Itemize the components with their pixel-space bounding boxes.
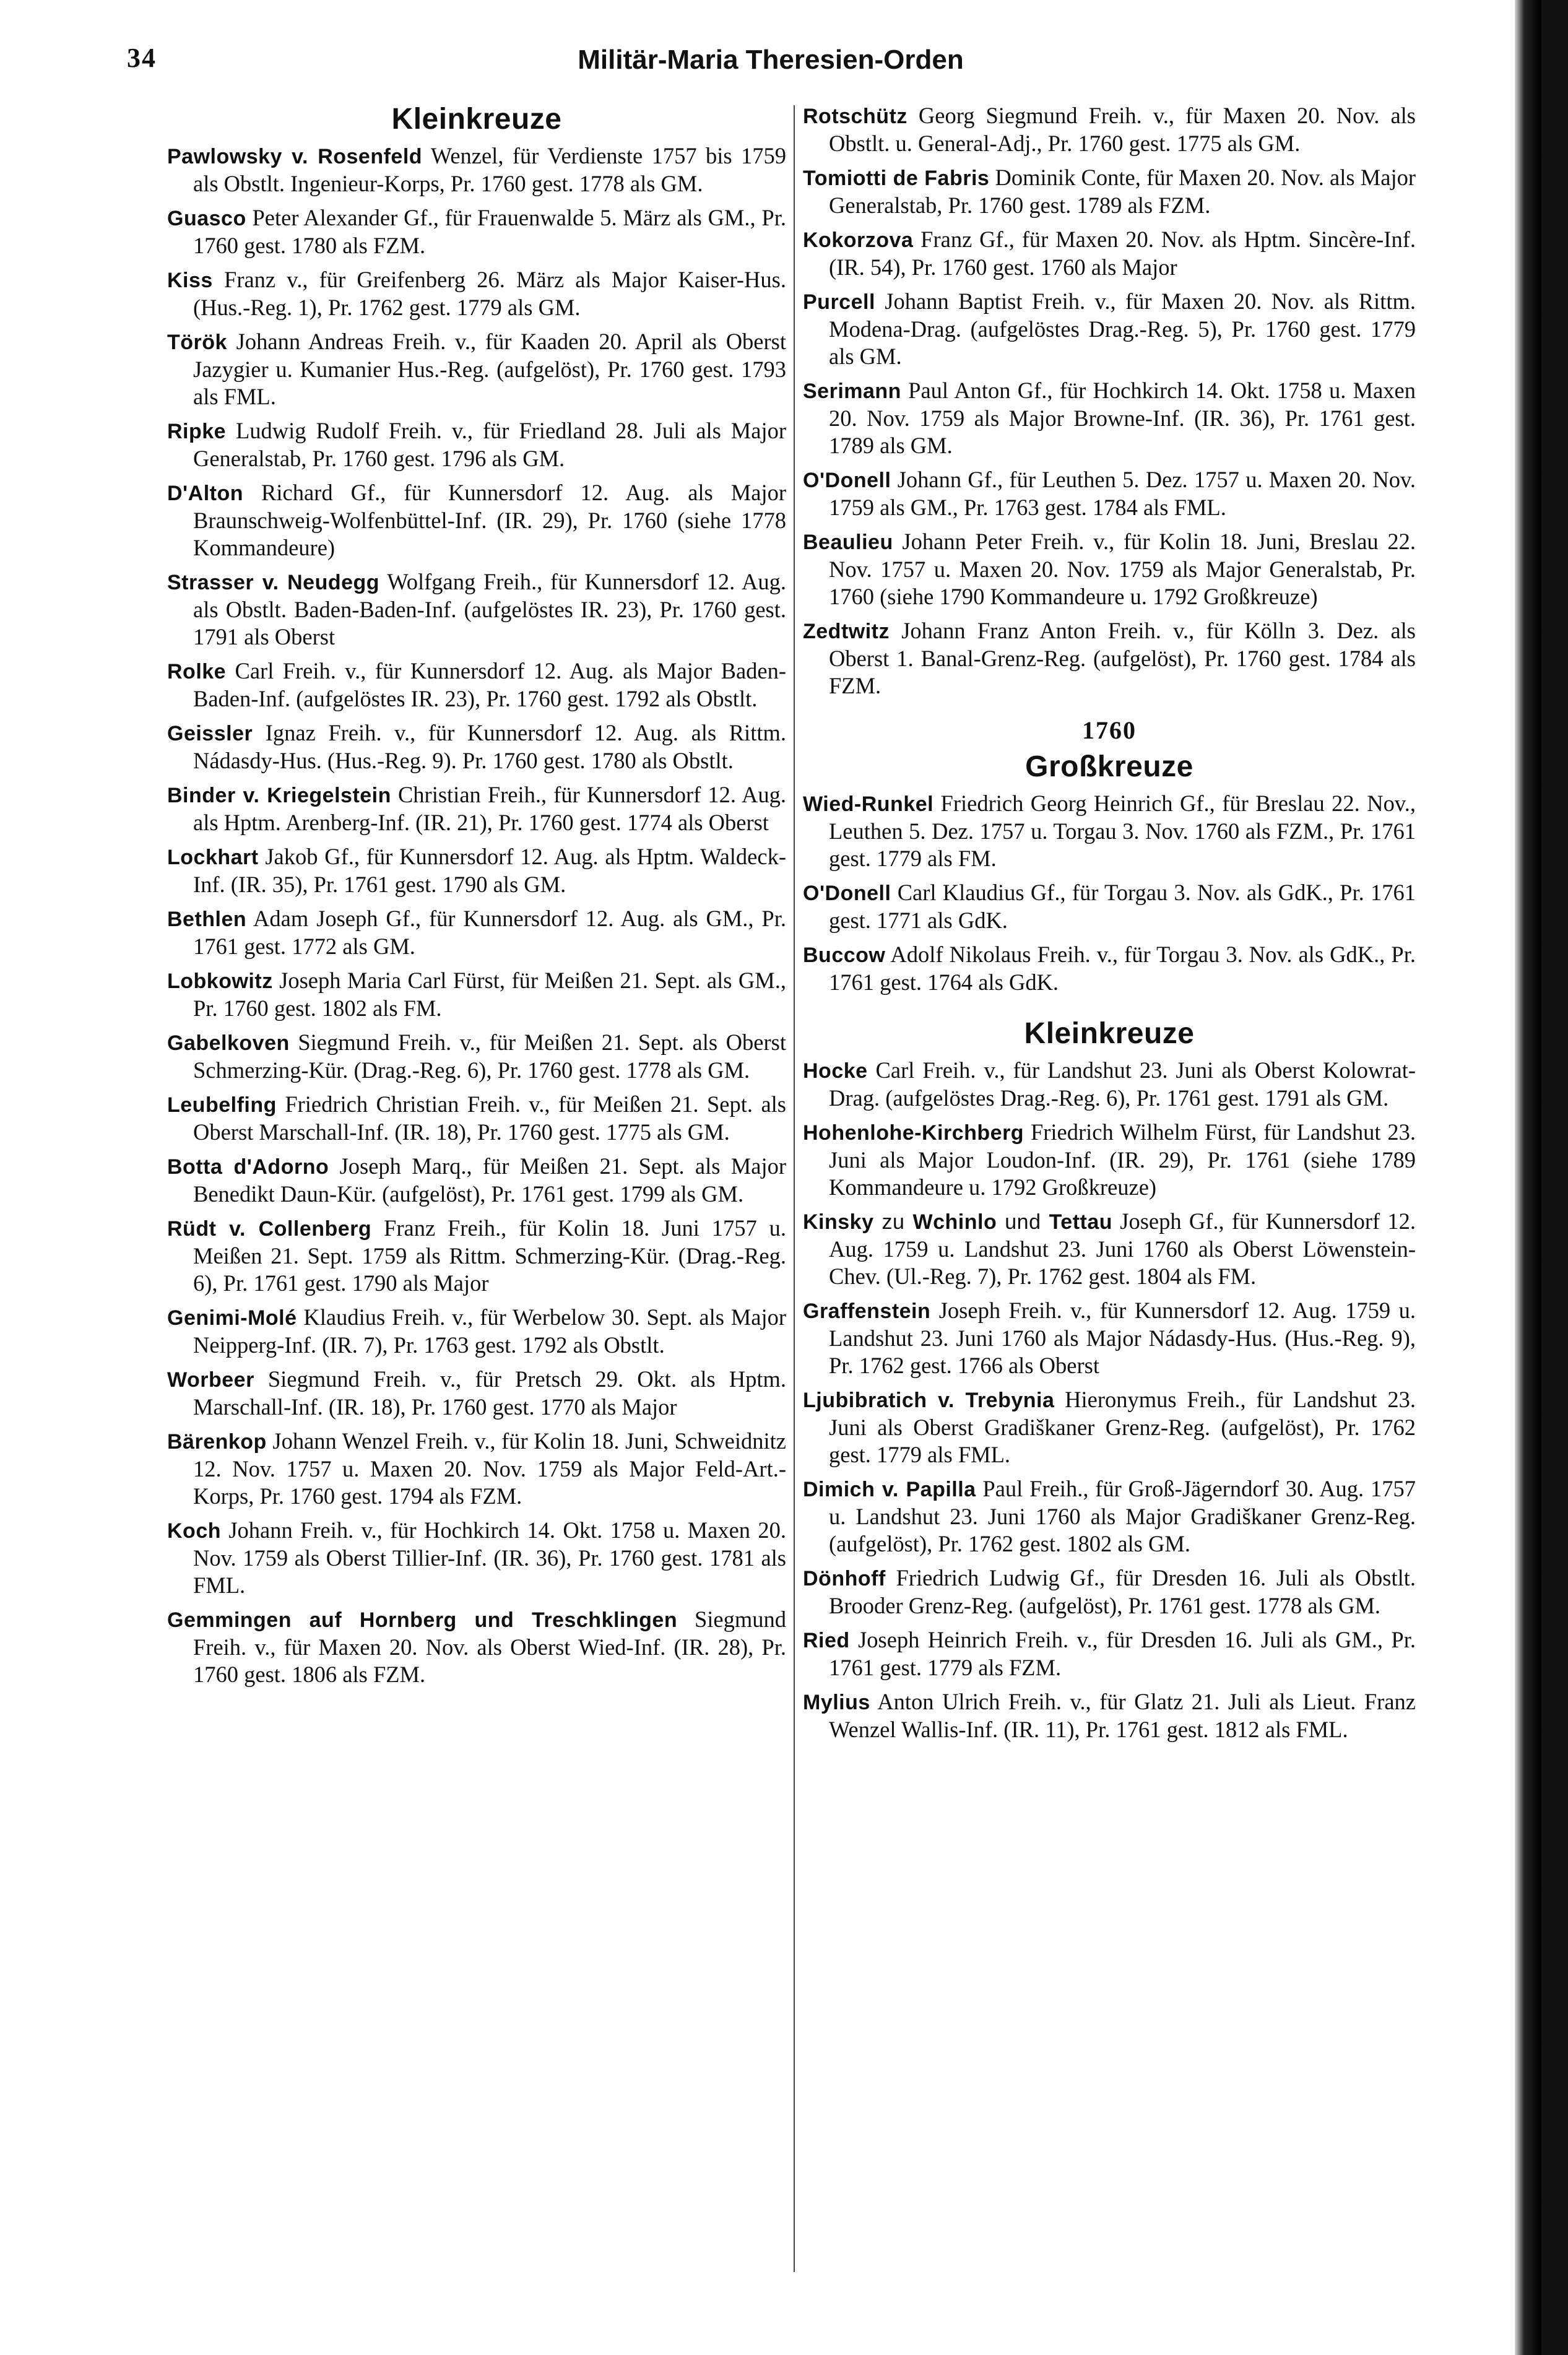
list-item <box>803 1057 1416 1112</box>
entry-text: Wenzel, für Verdienste 1757 bis 1759 als Obstlt. Ingenieur-Korps, Pr. 1760 gest. 1778 als GM. <box>193 143 786 196</box>
entry-name: Hocke <box>803 1059 868 1083</box>
entry-text: Adolf Nikolaus Freih. v., für Torgau 3. Nov. als GdK., Pr. 1761 gest. 1764 als GdK. <box>829 942 1416 995</box>
entry-text: Franz v., für Greifenberg 26. März als Major Kaiser-Hus. (Hus.-Reg. 1), Pr. 1762 gest. 1779 als GM. <box>193 267 786 320</box>
list-item <box>803 288 1416 370</box>
entry-name: Kinsky <box>803 1210 874 1234</box>
entry-name: Ried <box>803 1629 850 1652</box>
list-item <box>803 879 1416 934</box>
entry-name: Guasco <box>167 207 246 230</box>
entry-name: Genimi-Molé <box>167 1306 297 1330</box>
entry-name: Hohenlohe-Kirchberg <box>803 1121 1024 1145</box>
running-head <box>0 37 1541 87</box>
list-item <box>167 657 786 713</box>
left-column <box>167 102 786 1695</box>
entry-name: Lobkowitz <box>167 969 273 993</box>
entry-text: Joseph Gf., für Kunnersdorf 12. Aug. 1759 u. Landshut 23. Juni 1760 als Oberst Löwenstein-Chev. (Ul.-Reg. 7), Pr. 1762 gest. 1804 als FM. <box>829 1208 1416 1289</box>
entry-name: Beaulieu <box>803 531 893 554</box>
left-entries <box>167 142 786 1688</box>
grosskreuze-entries <box>803 790 1416 996</box>
entry-text: Klaudius Freih. v., für Werbelow 30. Sept. als Major Neipperg-Inf. (IR. 7), Pr. 1763 gest. 1792 als Obstlt. <box>193 1304 786 1358</box>
entry-text: Carl Klaudius Gf., für Torgau 3. Nov. als GdK., Pr. 1761 gest. 1771 als GdK. <box>829 880 1416 933</box>
list-item <box>167 1153 786 1208</box>
entry-name: Rolke <box>167 660 227 683</box>
entry-text: Johann Wenzel Freih. v., für Kolin 18. Juni, Schweidnitz 12. Nov. 1757 u. Maxen 20. Nov. 1759 als Major Feld-Art.-Korps, Pr. 1760 gest. 1794 als FZM. <box>193 1428 786 1509</box>
right-top-entries <box>803 102 1416 700</box>
entry-text: Georg Siegmund Freih. v., für Maxen 20. Nov. als Obstlt. u. General-Adj., Pr. 1760 gest. 1775 als GM. <box>829 103 1416 156</box>
entry-text: Johann Franz Anton Freih. v., für Kölln 3. Dez. als Oberst 1. Banal-Grenz-Reg. (aufgelöst), Pr. 1760 gest. 1784 als FZM. <box>829 618 1416 698</box>
entry-name: Binder v. Kriegelstein <box>167 784 391 807</box>
entry-text: Franz Freih., für Kolin 18. Juni 1757 u. Meißen 21. Sept. 1759 als Rittm. Schmerzing-Kür. (Drag.-Reg. 6), Pr. 1761 gest. 1790 als Major <box>193 1215 786 1296</box>
entry-name: Tomiotti de Fabris <box>803 167 990 190</box>
entry-name: Török <box>167 331 227 354</box>
entry-text: Adam Joseph Gf., für Kunnersdorf 12. Aug. als GM., Pr. 1761 gest. 1772 als GM. <box>193 906 786 959</box>
entry-text: Dominik Conte, für Maxen 20. Nov. als Major Generalstab, Pr. 1760 gest. 1789 als FZM. <box>829 165 1416 218</box>
entry-text: Johann Freih. v., für Hochkirch 14. Okt. 1758 u. Maxen 20. Nov. 1759 als Oberst Tillier-Inf. (IR. 36), Pr. 1760 gest. 1781 als FML. <box>193 1517 786 1598</box>
entry-text: Siegmund Freih. v., für Pretsch 29. Okt. als Hptm. Marschall-Inf. (IR. 18), Pr. 1760 gest. 1770 als Major <box>193 1366 786 1420</box>
entry-name: Pawlowsky v. Rosenfeld <box>167 145 423 168</box>
entry-name: Worbeer <box>167 1368 254 1392</box>
entry-text: Franz Gf., für Maxen 20. Nov. als Hptm. Sincère-Inf. (IR. 54), Pr. 1760 gest. 1760 als Major <box>829 227 1416 280</box>
entry-name: Bethlen <box>167 908 247 931</box>
list-item <box>803 1475 1416 1558</box>
entry-text: Joseph Heinrich Freih. v., für Dresden 16. Juli als GM., Pr. 1761 gest. 1779 als FZM. <box>829 1627 1416 1680</box>
entry-text: Joseph Freih. v., für Kunnersdorf 12. Aug. 1759 u. Landshut 23. Juni 1760 als Major Nádasdy-Hus. (Hus.-Reg. 9), Pr. 1762 gest. 1766 als Oberst <box>829 1298 1416 1378</box>
list-item <box>167 142 786 197</box>
list-item <box>167 905 786 960</box>
list-item <box>167 1428 786 1510</box>
year-heading: 1760 <box>1082 716 1137 744</box>
entry-name: Graffenstein <box>803 1299 931 1323</box>
column-divider <box>794 105 795 2272</box>
entry-text: Johann Andreas Freih. v., für Kaaden 20. April als Oberst Jazygier u. Kumanier Hus.-Reg. (aufgelöst), Pr. 1760 gest. 1793 als FML. <box>193 329 786 409</box>
list-item <box>803 790 1416 872</box>
entry-name: Kokorzova <box>803 228 914 252</box>
right-column <box>803 102 1416 1750</box>
entry-name: Leubelfing <box>167 1093 277 1117</box>
entry-name: Geissler <box>167 722 253 745</box>
list-item <box>167 719 786 774</box>
entry-name: Rotschütz <box>803 105 907 128</box>
entry-text: Johann Gf., für Leuthen 5. Dez. 1757 u. Maxen 20. Nov. 1759 als GM., Pr. 1763 gest. 1784 als FML. <box>829 467 1416 520</box>
list-item <box>803 1208 1416 1290</box>
list-item <box>167 781 786 836</box>
entry-text: Ludwig Rudolf Freih. v., für Friedland 28. Juli als Major Generalstab, Pr. 1760 gest. 1796 als GM. <box>193 418 786 471</box>
entry-name: Buccow <box>803 943 886 967</box>
entry-text: Siegmund Freih. v., für Meißen 21. Sept. als Oberst Schmerzing-Kür. (Drag.-Reg. 6), Pr. 1760 gest. 1778 als GM. <box>193 1030 786 1083</box>
list-item <box>167 967 786 1022</box>
entry-name: Zedtwitz <box>803 620 890 643</box>
entry-text: Peter Alexander Gf., für Frauenwalde 5. März als GM., Pr. 1760 gest. 1780 als FZM. <box>193 205 786 258</box>
list-item <box>167 568 786 651</box>
list-item <box>167 479 786 562</box>
header-title: Militär-Maria Theresien-Orden <box>578 45 964 75</box>
entry-text: Johann Peter Freih. v., für Kolin 18. Juni, Breslau 22. Nov. 1757 u. Maxen 20. Nov. 1759 als Major Generalstab, Pr. 1760 (siehe 1790 Kommandeure u. 1792 Großkreuze) <box>829 529 1416 609</box>
entry-name: D'Alton <box>167 482 243 505</box>
list-item <box>167 1304 786 1359</box>
list-item <box>803 1386 1416 1468</box>
entry-connector: und <box>997 1210 1049 1234</box>
entry-name: Kiss <box>167 269 213 292</box>
entry-text: Paul Freih., für Groß-Jägerndorf 30. Aug. 1757 u. Landshut 23. Juni 1760 als Major Gradiškaner Grenz-Reg. (aufgelöst), Pr. 1762 gest. 1802 als GM. <box>829 1476 1416 1556</box>
list-item <box>167 843 786 898</box>
kleinkreuze-1760-entries <box>803 1057 1416 1743</box>
page-number: 34 <box>127 43 157 73</box>
entry-name: Lockhart <box>167 846 259 869</box>
list-item <box>167 266 786 321</box>
list-item <box>803 466 1416 521</box>
entry-name: Tettau <box>1049 1210 1113 1234</box>
entry-text: Friedrich Wilhelm Fürst, für Landshut 23. Juni als Major Loudon-Inf. (IR. 29), Pr. 1761 (siehe 1789 Kommandeure u. 1792 Großkreuze) <box>829 1119 1416 1200</box>
entry-text: Hieronymus Freih., für Landshut 23. Juni als Oberst Gradiškaner Grenz-Reg. (aufgelöst), Pr. 1762 gest. 1779 als FML. <box>829 1387 1416 1467</box>
entry-text: Jakob Gf., für Kunnersdorf 12. Aug. als Hptm. Waldeck-Inf. (IR. 35), Pr. 1761 gest. 1790 als GM. <box>193 844 786 897</box>
entry-name: Dimich v. Papilla <box>803 1478 976 1501</box>
entry-name: Mylius <box>803 1691 870 1714</box>
entry-text: Joseph Maria Carl Fürst, für Meißen 21. Sept. als GM., Pr. 1760 gest. 1802 als FM. <box>193 968 786 1021</box>
entry-text: Joseph Marq., für Meißen 21. Sept. als Major Benedikt Daun-Kür. (aufgelöst), Pr. 1761 gest. 1799 als GM. <box>193 1153 786 1207</box>
list-item <box>803 1626 1416 1681</box>
entry-name: Koch <box>167 1519 221 1543</box>
entry-name: Wied-Runkel <box>803 792 934 816</box>
list-item <box>803 1119 1416 1201</box>
entry-name: Dönhoff <box>803 1567 886 1590</box>
entry-text: Friedrich Georg Heinrich Gf., für Breslau 22. Nov., Leuthen 5. Dez. 1757 u. Torgau 3. Nov. 1760 als FZM., Pr. 1761 gest. 1779 als FM. <box>829 791 1416 871</box>
entry-name: Ljubibratich v. Trebynia <box>803 1389 1055 1412</box>
entry-name: O'Donell <box>803 882 891 905</box>
entry-name: Gabelkoven <box>167 1031 290 1055</box>
entry-text: Christian Freih., für Kunnersdorf 12. Aug. als Hptm. Arenberg-Inf. (IR. 21), Pr. 1760 gest. 1774 als Oberst <box>193 782 786 835</box>
list-item <box>803 164 1416 219</box>
section-heading-kleinkreuze: Kleinkreuze <box>391 103 562 136</box>
list-item <box>167 1366 786 1421</box>
list-item <box>167 1517 786 1599</box>
list-item <box>803 617 1416 700</box>
list-item <box>167 417 786 472</box>
entry-text: Richard Gf., für Kunnersdorf 12. Aug. als Major Braunschweig-Wolfenbüttel-Inf. (IR. 29), Pr. 1760 (siehe 1778 Kommandeure) <box>193 480 786 560</box>
entry-text: Siegmund Freih. v., für Maxen 20. Nov. als Oberst Wied-Inf. (IR. 28), Pr. 1760 gest. 1806 als FZM. <box>193 1607 786 1687</box>
list-item <box>167 1606 786 1688</box>
entry-name: Purcell <box>803 290 875 314</box>
entry-text: Friedrich Christian Freih. v., für Meißen 21. Sept. als Oberst Marschall-Inf. (IR. 18), Pr. 1760 gest. 1775 als GM. <box>193 1091 786 1145</box>
list-item <box>803 1564 1416 1620</box>
entry-name: Wchinlo <box>912 1210 997 1234</box>
list-item <box>803 528 1416 610</box>
list-item <box>803 377 1416 459</box>
entry-name: Botta d'Adorno <box>167 1155 329 1179</box>
list-item <box>803 226 1416 281</box>
section-heading-grosskreuze: Großkreuze <box>1025 750 1193 783</box>
entry-name: O'Donell <box>803 469 891 492</box>
entry-name: Gemmingen auf Hornberg und Treschklingen <box>167 1608 678 1632</box>
entry-connector: zu <box>873 1210 913 1234</box>
entry-name: Bärenkop <box>167 1430 267 1454</box>
list-item <box>167 1091 786 1146</box>
list-item <box>803 941 1416 996</box>
entry-text: Carl Freih. v., für Landshut 23. Juni als Oberst Kolowrat-Drag. (aufgelöstes Drag.-Reg. 6), Pr. 1761 gest. 1791 als GM. <box>829 1057 1416 1111</box>
list-item <box>803 1688 1416 1743</box>
page-edge <box>1515 0 1541 2355</box>
list-item <box>167 1029 786 1084</box>
section-heading-kleinkreuze-1760: Kleinkreuze <box>1024 1017 1195 1050</box>
entry-text: Friedrich Ludwig Gf., für Dresden 16. Juli als Obstlt. Brooder Grenz-Reg. (aufgelöst), Pr. 1761 gest. 1778 als GM. <box>829 1565 1416 1618</box>
list-item <box>167 1215 786 1297</box>
entry-text: Wolfgang Freih., für Kunnersdorf 12. Aug. als Obstlt. Baden-Baden-Inf. (aufgelöstes IR. 23), Pr. 1760 gest. 1791 als Oberst <box>193 569 786 649</box>
entry-name: Strasser v. Neudegg <box>167 571 380 594</box>
entry-name: Serimann <box>803 379 901 403</box>
entry-name: Rüdt v. Collenberg <box>167 1217 372 1241</box>
entry-text: Anton Ulrich Freih. v., für Glatz 21. Juli als Lieut. Franz Wenzel Wallis-Inf. (IR. 11), Pr. 1761 gest. 1812 als FML. <box>829 1689 1416 1742</box>
entry-text: Carl Freih. v., für Kunnersdorf 12. Aug. als Major Baden-Baden-Inf. (aufgelöstes IR. 23), Pr. 1760 gest. 1792 als Obstlt. <box>193 658 786 711</box>
entry-name: Ripke <box>167 420 227 443</box>
entry-text: Paul Anton Gf., für Hochkirch 14. Okt. 1758 u. Maxen 20. Nov. 1759 als Major Browne-Inf. (IR. 36), Pr. 1761 gest. 1789 als GM. <box>829 378 1416 458</box>
list-item <box>803 102 1416 157</box>
list-item <box>167 204 786 259</box>
entry-text: Ignaz Freih. v., für Kunnersdorf 12. Aug. als Rittm. Nádasdy-Hus. (Hus.-Reg. 9). Pr. 1760 gest. 1780 als Obstlt. <box>193 720 786 773</box>
list-item <box>167 328 786 410</box>
list-item <box>803 1297 1416 1379</box>
entry-text: Johann Baptist Freih. v., für Maxen 20. Nov. als Rittm. Modena-Drag. (aufgelöstes Drag.-Reg. 5), Pr. 1760 gest. 1779 als GM. <box>829 288 1416 369</box>
